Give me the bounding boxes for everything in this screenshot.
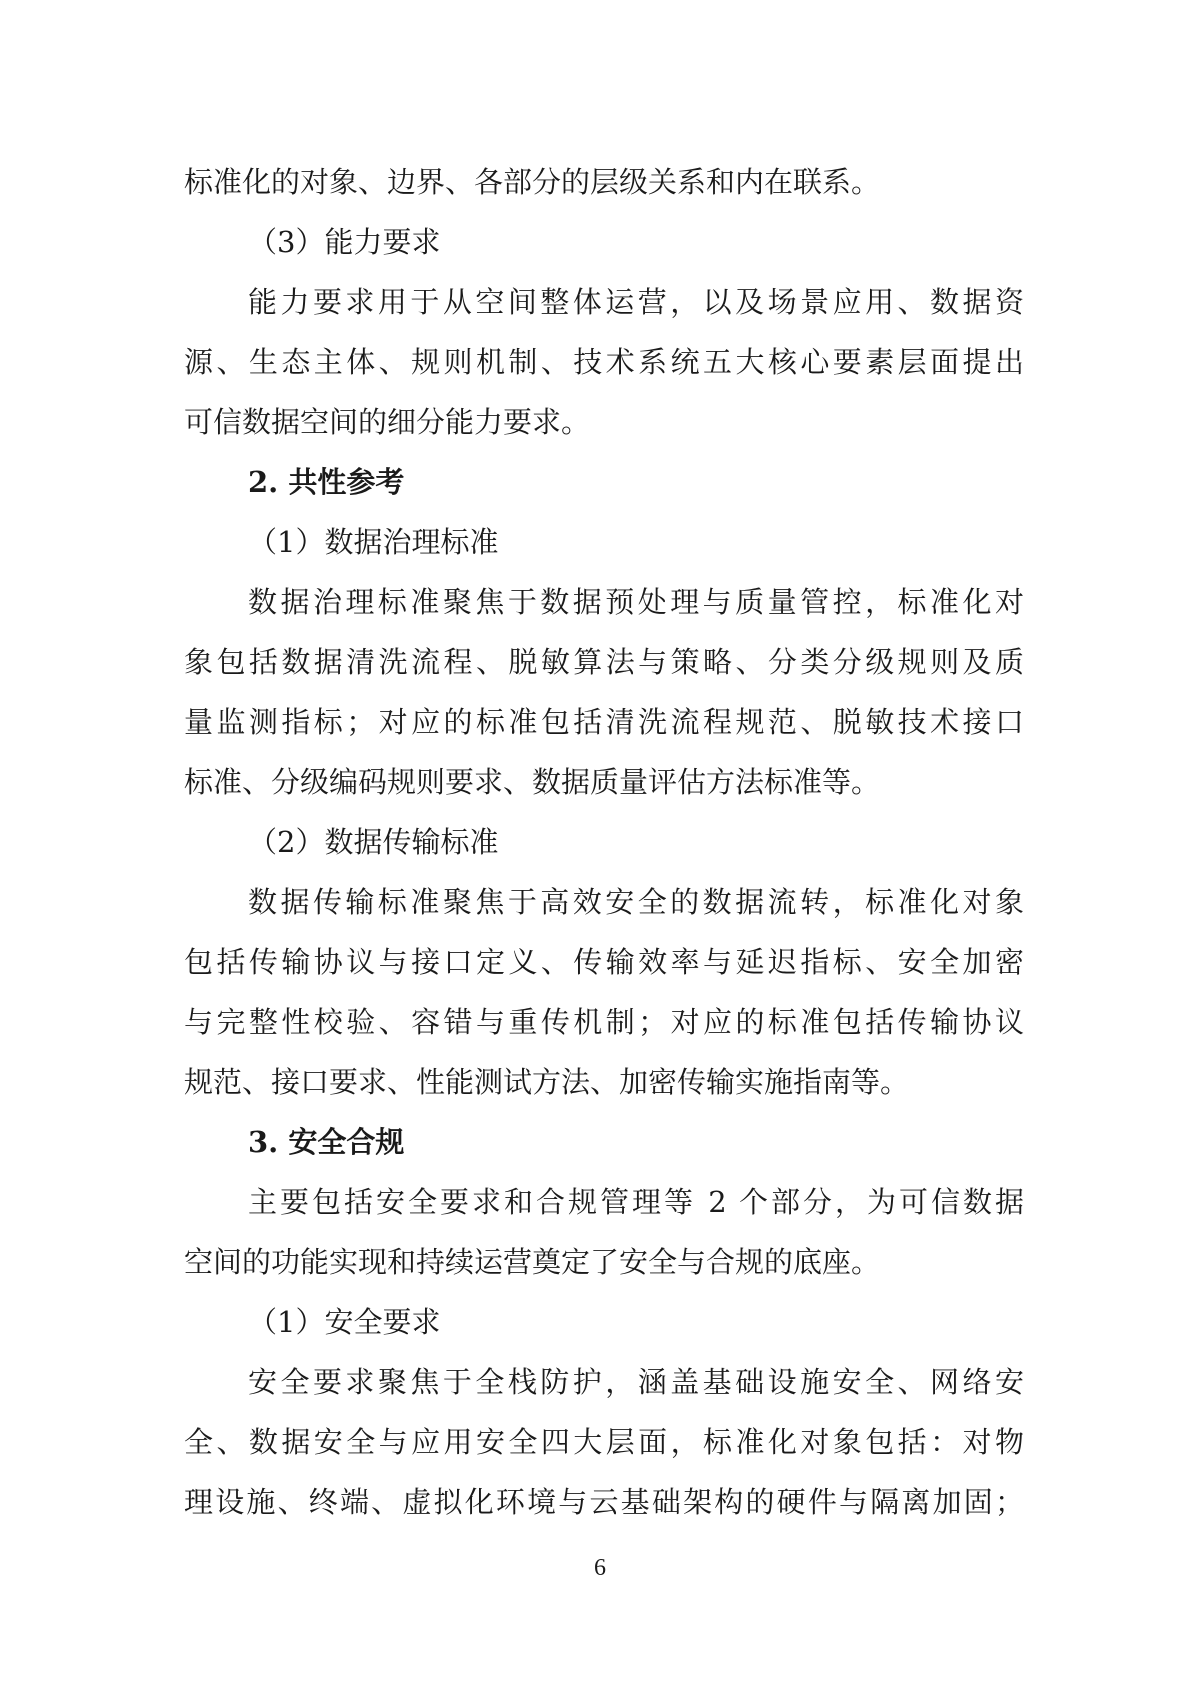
paragraph-line: 量监测指标；对应的标准包括清洗流程规范、脱敏技术接口: [184, 705, 1024, 739]
subsection-heading-data-transmission: （2）数据传输标准: [248, 825, 499, 859]
paragraph-line: 可信数据空间的细分能力要求。: [184, 405, 591, 439]
paragraph-line: 源、生态主体、规则机制、技术系统五大核心要素层面提出: [184, 345, 1024, 379]
section-heading-common-reference: 2. 共性参考: [248, 465, 405, 499]
paragraph-line: 数据传输标准聚焦于高效安全的数据流转，标准化对象: [248, 885, 1024, 919]
subsection-heading-security-requirements: （1）安全要求: [248, 1305, 441, 1339]
paragraph-line: 安全要求聚焦于全栈防护，涵盖基础设施安全、网络安: [248, 1365, 1024, 1399]
paragraph-line: 规范、接口要求、性能测试方法、加密传输实施指南等。: [184, 1065, 910, 1099]
paragraph-line: 全、数据安全与应用安全四大层面，标准化对象包括：对物: [184, 1425, 1024, 1459]
paragraph-line: 能力要求用于从空间整体运营，以及场景应用、数据资: [248, 285, 1024, 319]
subsection-heading-data-governance: （1）数据治理标准: [248, 525, 499, 559]
paragraph-line: 空间的功能实现和持续运营奠定了安全与合规的底座。: [184, 1245, 881, 1279]
paragraph-line: 象包括数据清洗流程、脱敏算法与策略、分类分级规则及质: [184, 645, 1024, 679]
paragraph-line: 包括传输协议与接口定义、传输效率与延迟指标、安全加密: [184, 945, 1024, 979]
paragraph-line: 与完整性校验、容错与重传机制；对应的标准包括传输协议: [184, 1005, 1024, 1039]
section-heading-security-compliance: 3. 安全合规: [248, 1125, 405, 1159]
subsection-heading-capability-requirements: （3）能力要求: [248, 225, 441, 259]
paragraph-line: 标准、分级编码规则要求、数据质量评估方法标准等。: [184, 765, 881, 799]
paragraph-line: 理设施、终端、虚拟化环境与云基础架构的硬件与隔离加固；: [184, 1485, 1024, 1519]
page-number: 6: [594, 1555, 606, 1581]
paragraph-line: 标准化的对象、边界、各部分的层级关系和内在联系。: [184, 165, 881, 199]
paragraph-line: 数据治理标准聚焦于数据预处理与质量管控，标准化对: [248, 585, 1024, 619]
paragraph-line: 主要包括安全要求和合规管理等 2 个部分，为可信数据: [248, 1185, 1024, 1219]
